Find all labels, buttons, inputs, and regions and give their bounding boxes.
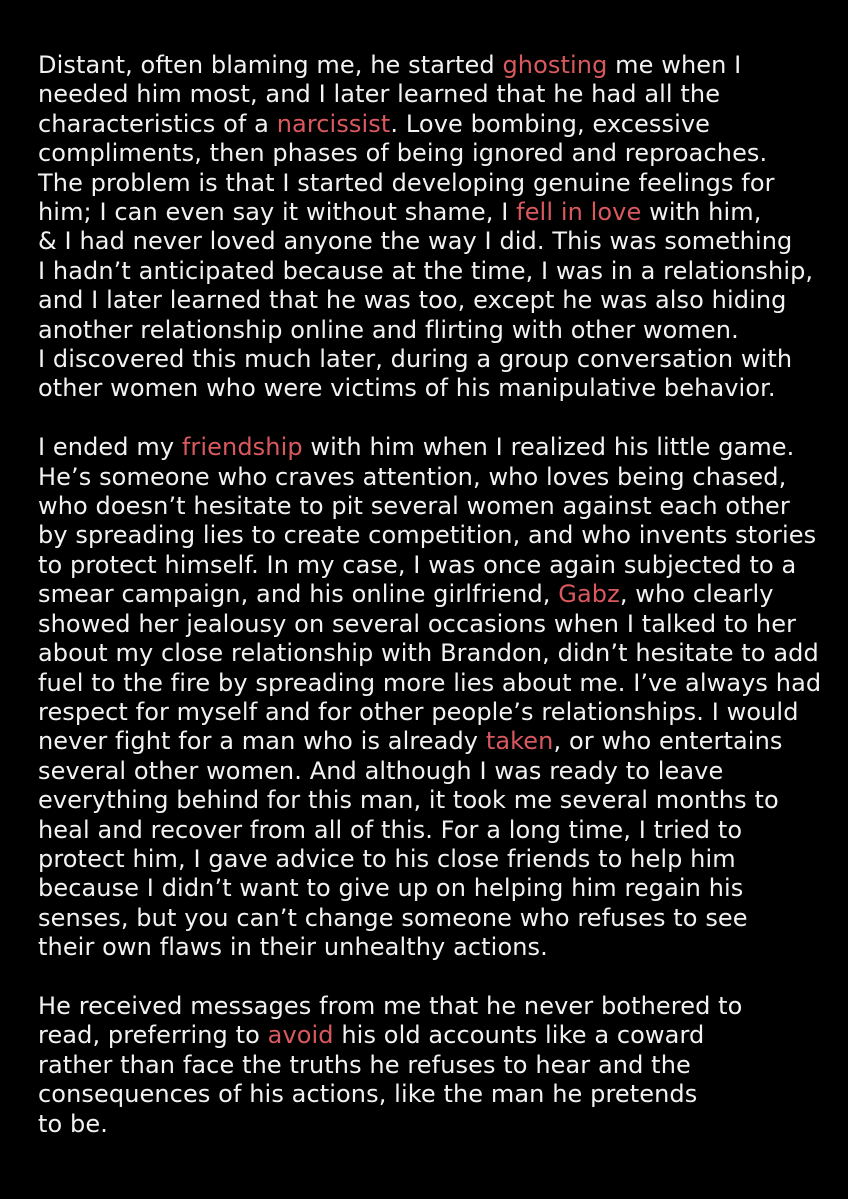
text-segment: , or who entertains	[553, 727, 783, 756]
text-line	[38, 227, 838, 256]
text-segment: his old accounts like a coward	[333, 1021, 705, 1050]
text-line	[38, 345, 838, 374]
text-segment: I ended my	[38, 433, 182, 462]
highlighted-word: Gabz	[558, 580, 620, 609]
paragraph-gap	[38, 963, 838, 992]
paragraph-2	[38, 433, 838, 962]
text-segment: who doesn’t hesitate to pit several women against each other	[38, 492, 790, 521]
text-line	[38, 1021, 838, 1050]
text-segment: to protect himself. In my case, I was once again subjected to a	[38, 550, 797, 579]
text-line	[38, 786, 838, 815]
text-line	[38, 727, 838, 756]
text-segment: Distant, often blaming me, he started	[38, 51, 503, 79]
text-segment: respect for myself and for other people’s relationships. I would	[38, 697, 799, 726]
highlighted-word: fell in love	[516, 198, 642, 227]
text-line	[38, 551, 838, 580]
text-line	[38, 874, 838, 903]
text-segment: protect him, I gave advice to his close friends to help him	[38, 844, 736, 873]
text-segment: to be.	[38, 1109, 108, 1138]
text-segment: with him when I realized his little game.	[302, 433, 795, 462]
text-line	[38, 521, 838, 550]
text-segment: rather than face the truths he refuses to hear and the	[38, 1050, 691, 1079]
text-segment: heal and recover from all of this. For a long time, I tried to	[38, 815, 743, 844]
text-segment: He received messages from me that he never bothered to	[38, 991, 743, 1020]
highlighted-word: taken	[485, 727, 554, 756]
text-segment: me when I	[607, 51, 742, 79]
highlighted-word: ghosting	[502, 51, 608, 79]
text-line	[38, 698, 838, 727]
text-segment: with him,	[641, 198, 762, 227]
text-line	[38, 669, 838, 698]
text-segment: read, preferring to	[38, 1021, 268, 1050]
text-segment: & I had never loved anyone the way I did. This was something	[38, 227, 793, 256]
text-segment: fuel to the fire by spreading more lies about me. I’ve always had	[38, 668, 822, 697]
text-line	[38, 463, 838, 492]
text-segment: him; I can even say it without shame, I	[38, 198, 517, 227]
text-line	[38, 992, 838, 1021]
text-segment: , who clearly	[619, 580, 774, 609]
text-segment: showed her jealousy on several occasions when I talked to her	[38, 609, 797, 638]
text-segment: consequences of his actions, like the man he pretends	[38, 1080, 698, 1109]
text-segment: senses, but you can’t change someone who refuses to see	[38, 903, 748, 932]
text-segment: He’s someone who craves attention, who loves being chased,	[38, 462, 787, 491]
text-segment: their own flaws in their unhealthy actions.	[38, 933, 548, 962]
text-line	[38, 257, 838, 286]
text-line	[38, 904, 838, 933]
text-line	[38, 1110, 838, 1139]
text-segment: several other women. And although I was ready to leave	[38, 756, 724, 785]
text-line	[38, 492, 838, 521]
text-line	[38, 198, 838, 227]
text-segment: The problem is that I started developing genuine feelings for	[38, 168, 775, 197]
text-line	[38, 639, 838, 668]
text-line	[38, 933, 838, 962]
text-segment: another relationship online and flirting with other women.	[38, 315, 739, 344]
highlighted-word: narcissist	[276, 109, 391, 138]
text-segment: about my close relationship with Brandon, didn’t hesitate to add	[38, 639, 819, 668]
paragraph-1	[38, 51, 838, 404]
text-segment: I discovered this much later, during a group conversation with	[38, 345, 793, 374]
text-segment: needed him most, and I later learned that he had all the	[38, 80, 721, 109]
text-line	[38, 286, 838, 315]
document-page	[38, 51, 838, 1139]
text-line	[38, 433, 838, 462]
text-line	[38, 139, 838, 168]
text-line	[38, 80, 838, 109]
text-segment: . Love bombing, excessive	[390, 109, 711, 138]
text-line	[38, 51, 838, 80]
text-line	[38, 374, 838, 403]
text-segment: never fight for a man who is already	[38, 727, 486, 756]
text-line	[38, 110, 838, 139]
text-line	[38, 316, 838, 345]
text-line	[38, 580, 838, 609]
paragraph-gap	[38, 404, 838, 433]
text-line	[38, 816, 838, 845]
text-line	[38, 757, 838, 786]
text-line	[38, 845, 838, 874]
text-line	[38, 169, 838, 198]
text-segment: characteristics of a	[38, 109, 277, 138]
text-line	[38, 610, 838, 639]
text-line	[38, 1080, 838, 1109]
text-line	[38, 1051, 838, 1080]
text-segment: I hadn’t anticipated because at the time, I was in a relationship,	[38, 256, 814, 285]
highlighted-word: avoid	[267, 1021, 334, 1050]
paragraph-3	[38, 992, 838, 1139]
text-segment: compliments, then phases of being ignored and reproaches.	[38, 139, 768, 168]
text-segment: and I later learned that he was too, except he was also hiding	[38, 286, 787, 315]
text-segment: smear campaign, and his online girlfriend,	[38, 580, 559, 609]
text-segment: because I didn’t want to give up on helping him regain his	[38, 874, 744, 903]
text-segment: by spreading lies to create competition, and who invents stories	[38, 521, 817, 550]
highlighted-word: friendship	[181, 433, 303, 462]
text-segment: everything behind for this man, it took me several months to	[38, 786, 779, 815]
text-segment: other women who were victims of his manipulative behavior.	[38, 374, 776, 403]
